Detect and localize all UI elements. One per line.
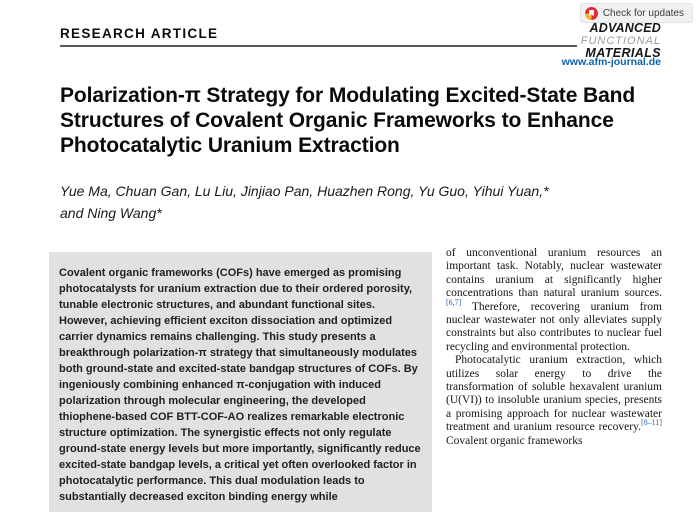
header-divider: [60, 45, 577, 47]
check-for-updates-badge[interactable]: [580, 3, 693, 23]
article-title: [60, 83, 670, 158]
author-list-line: and Ning Wang*: [60, 205, 162, 221]
body-paragraph: [446, 247, 662, 354]
article-title-line: Photocatalytic Uranium Extraction: [60, 134, 400, 157]
article-title-line: Structures of Covalent Organic Frameworks to Enhance: [60, 109, 614, 132]
article-type-heading: RESEARCH ARTICLE: [60, 26, 219, 41]
abstract-box: [49, 252, 432, 512]
citation-ref[interactable]: [8–11]: [640, 418, 662, 428]
author-list: [60, 180, 670, 224]
journal-logo-line2: FUNCTIONAL: [580, 35, 661, 47]
abstract-text: Covalent organic frameworks (COFs) have emerged as promising photocatalysts for uranium extraction due to their ordered porosity, tunable electronic structures, and abundant functional sites. However, achieving efficient exciton dissociation and optimized carrier dynamics remains challenging. This study presents a breakthrough polarization-π strategy that simultaneously modulates both ground-state and excited-state bandgap structures of COFs. By ingeniously combining enhanced π-conjugation with induced polarization through molecular engineering, the developed thiophene-based COF BTT-COF-AO realizes remarkable electronic structure optimization. The synergistic effects not only regulate ground-state energy levels but more importantly, significantly reduce excited-state bandgap levels, a critical yet often overlooked factor in photocatalytic performance. This dual modulation leads to substantially decreased exciton binding energy while: [59, 267, 421, 503]
article-column: [446, 247, 662, 448]
journal-logo-line3: MATERIALS: [585, 46, 661, 60]
body-text: Therefore, recovering uranium from nuclear wastewater not only alleviates supply constraints but also contributes to nuclear fuel recycling and environmental protection.: [446, 300, 662, 353]
author-list-line: Yue Ma, Chuan Gan, Lu Liu, Jinjiao Pan, Huazhen Rong, Yu Guo, Yihui Yuan,*: [60, 183, 549, 199]
badge-label: Check for updates: [602, 7, 684, 19]
journal-url-link[interactable]: www.afm-journal.de: [561, 56, 661, 68]
citation-ref[interactable]: [6,7]: [446, 297, 462, 307]
body-text: of unconventional uranium resources an important task. Notably, nuclear wastewater contains uranium at significantly higher concentrations than natural uranium sources.: [446, 247, 662, 300]
body-text: Covalent organic frameworks: [446, 434, 583, 447]
journal-logo-line1: ADVANCED: [589, 21, 661, 35]
body-paragraph: [446, 354, 662, 448]
journal-logo: [581, 22, 661, 59]
body-text: Photocatalytic uranium extraction, which utilizes solar energy to drive the transformation of soluble hexavalent uranium (U(VI)) to insoluble uranium species, presents a promising approach for nuclear wastewater treatment and uranium resource recovery.: [446, 354, 662, 434]
article-title-line: Polarization-π Strategy for Modulating Excited-State Band: [60, 84, 636, 107]
crossmark-icon: [585, 7, 598, 20]
